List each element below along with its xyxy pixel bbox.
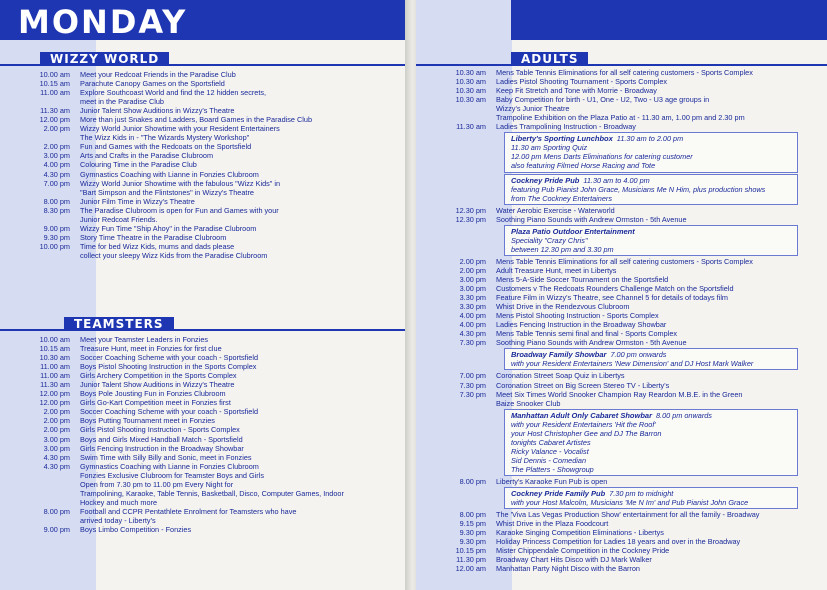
item-text: Boys Pole Jousting Fun in Fonzies Clubroom (80, 389, 226, 399)
item-text: Customers v The Redcoats Rounders Challenge Match on the Sportsfield (496, 284, 734, 294)
item-text: Junior Film Time in Wizzy's Theatre (80, 196, 195, 206)
item-time: 12.00 am (455, 564, 486, 574)
list-item (0, 480, 410, 489)
list-item (0, 242, 410, 251)
item-text: meet in the Paradise Club (80, 97, 164, 107)
list-item (0, 380, 410, 389)
item-time: 8.00 pm (459, 510, 486, 520)
item-time: 3.00 pm (43, 443, 70, 453)
item-text: Meet your Redcoat Friends in the Paradise Club (80, 70, 236, 79)
item-text: The 'Viva Las Vegas Production Show' entertainment for all the family - Broadway (496, 510, 760, 520)
item-time (416, 113, 486, 122)
box-line: 12.00 pm Mens Darts Eliminations for catering customer (511, 152, 693, 162)
item-text: Parachute Canopy Games on the Sportsfield (80, 79, 225, 89)
item-time: 2.00 pm (459, 256, 486, 266)
list-item (416, 519, 827, 528)
list-item (0, 489, 410, 498)
item-time: 2.00 pm (43, 124, 70, 134)
item-text: Mens 5-A-Side Soccer Tournament on the Sportsfield (496, 274, 669, 284)
box-title: Manhattan Adult Only Cabaret Showbar (511, 410, 652, 420)
box-title: Liberty's Sporting Lunchbox (511, 134, 613, 144)
box-time: 8.00 pm onwards (655, 410, 712, 420)
item-text: Boys Putting Tournament meet in Fonzies (80, 416, 215, 426)
item-time: 8.00 pm (43, 196, 70, 206)
box-line: Sid Dennis - Comedian (511, 455, 587, 465)
item-text: Treasure Hunt, meet in Fonzies for first clue (80, 344, 222, 354)
item-text: Coronation Street on Big Screen Stereo TV - Liberty's (496, 380, 670, 390)
item-text: Holiday Princess Competition for Ladies 18 years and over in the Broadway (496, 537, 741, 547)
item-time: 8.00 pm (459, 476, 486, 486)
item-time: 12.00 pm (39, 115, 70, 125)
item-time (416, 399, 486, 408)
item-time (416, 104, 486, 113)
item-text: Wizzy's Junior Theatre (496, 104, 570, 114)
item-text: Girls Fencing Instruction in the Broadway Showbar (80, 443, 244, 453)
list-item (0, 224, 410, 233)
item-text: Trampoline Exhibition on the Plaza Patio at - 11.30 am, 1.00 pm and 2.30 pm (496, 113, 745, 123)
item-text: Manhattan Party Night Disco with the Barron (496, 564, 640, 574)
box-line: with your Resident Entertainers 'New Dimension' and DJ Host Mark Walker (511, 359, 754, 369)
section-title: TEAMSTERS (64, 317, 174, 331)
item-text: Water Aerobic Exercise - Waterworld (496, 205, 615, 215)
item-text: Whist Drive in the Rendezvous Clubroom (496, 302, 630, 312)
list-item (416, 338, 827, 347)
item-time: 7.30 pm (459, 380, 486, 390)
list-item (416, 546, 827, 555)
list-item (416, 555, 827, 564)
list-item (0, 344, 410, 353)
section-rule (0, 329, 410, 331)
item-time: 7.00 pm (459, 371, 486, 381)
item-text: Baby Competition for birth - U1, One - U2, Two - U3 age groups in (496, 95, 710, 105)
item-time: 4.30 pm (43, 452, 70, 462)
item-text: Trampolining, Karaoke, Table Tennis, Basketball, Disco, Computer Games, Indoor (80, 488, 344, 498)
item-time: 7.30 pm (459, 338, 486, 348)
list-item (0, 79, 410, 88)
item-time: 4.30 pm (43, 461, 70, 471)
list-item (0, 507, 410, 516)
item-time: 8.30 pm (43, 205, 70, 215)
item-time (0, 97, 70, 106)
left-page (0, 0, 410, 590)
item-text: Gymnastics Coaching with Lianne in Fonzies Clubroom (80, 169, 259, 179)
item-time (0, 215, 70, 224)
item-text: Colouring Time in the Paradise Club (80, 160, 197, 170)
box-line: 11.30 am Sporting Quiz (511, 143, 588, 153)
item-time: 11.00 am (40, 371, 70, 381)
item-time: 11.30 am (456, 122, 486, 132)
list-item (0, 124, 410, 133)
item-time: 12.00 pm (39, 398, 70, 408)
box-time: 11.30 am to 4.00 pm (583, 175, 650, 185)
item-time: 10.15 am (39, 344, 70, 354)
item-time: 8.00 pm (43, 506, 70, 516)
item-text: Mister Chippendale Competition in the Cockney Pride (496, 546, 670, 556)
item-text: Soccer Coaching Scheme with your coach - Sportsfield (80, 407, 259, 417)
list-item (0, 462, 410, 471)
item-time (0, 489, 70, 498)
list-item (0, 70, 410, 79)
list-item (416, 77, 827, 86)
item-time: 10.00 pm (39, 241, 70, 251)
list-item (0, 525, 410, 534)
list-item (0, 407, 410, 416)
box-line: with your Resident Entertainers 'Hit the Roof' (511, 419, 656, 429)
list-item (0, 251, 410, 260)
box-line: Ricky Valance - Vocalist (511, 446, 589, 456)
list-item (0, 362, 410, 371)
item-time: 10.30 am (455, 95, 486, 105)
item-text: Mens Table Tennis semi final and final - Sports Complex (496, 329, 678, 339)
list-item (416, 399, 827, 408)
item-text: Broadway Chart Hits Disco with DJ Mark Walker (496, 555, 652, 565)
item-text: Keep Fit Stretch and Tone with Morrie - Broadway (496, 86, 657, 96)
box-title: Cockney Pride Family Pub (511, 489, 606, 499)
item-time: 7.00 pm (43, 178, 70, 188)
box-heading (511, 350, 791, 359)
item-time: 10.15 am (39, 79, 70, 89)
item-text: Arts and Crafts in the Paradise Clubroom (80, 151, 214, 161)
item-text: Meet Six Times World Snooker Champion Ray Reardon M.B.E. in the Green (496, 389, 743, 399)
item-text: Wizzy World Junior Showtime with the fabulous "Wizz Kids" in (80, 178, 281, 188)
item-time: 4.00 pm (459, 320, 486, 330)
box-line: featuring Pub Pianist John Grace, Musicians Me N Him, plus production shows (511, 184, 766, 194)
item-text: Junior Redcoat Friends. (80, 214, 158, 224)
item-time: 3.30 pm (459, 293, 486, 303)
box-title: Broadway Family Showbar (511, 350, 607, 360)
list-item (0, 88, 410, 97)
box-line: Speciality "Crazy Chris" (511, 235, 588, 245)
item-time: 2.00 pm (43, 425, 70, 435)
item-time: 2.00 pm (43, 416, 70, 426)
list-item (416, 564, 827, 573)
item-time: 12.30 pm (455, 214, 486, 224)
event-box (504, 409, 798, 476)
item-text: Ladies Fencing Instruction in the Broadway Showbar (496, 320, 667, 330)
item-text: Boys Pistol Shooting Instruction in the Sports Complex (80, 362, 257, 372)
item-text: Football and CCPR Pentathlete Enrolment for Teamsters who have (80, 506, 297, 516)
box-line: between 12.30 pm and 3.30 pm (511, 244, 614, 254)
item-text: Whist Drive in the Plaza Foodcourt (496, 519, 609, 529)
list-item (416, 390, 827, 399)
list-item (416, 113, 827, 122)
list-item (0, 516, 410, 525)
list-item (0, 233, 410, 242)
list-item (416, 381, 827, 390)
list-item (0, 106, 410, 115)
list-item (0, 353, 410, 362)
box-line: also featuring Filmed Horse Racing and Tote (511, 161, 656, 171)
item-text: Wizzy Fun Time "Ship Ahoy" in the Paradise Clubroom (80, 223, 257, 233)
item-text: Girls Archery Competition in the Sports Complex (80, 371, 237, 381)
item-time: 2.00 pm (459, 265, 486, 275)
item-time: 3.00 pm (459, 284, 486, 294)
section-title: WIZZY WORLD (40, 52, 169, 66)
event-box (504, 225, 798, 256)
list-item (416, 86, 827, 95)
item-text: Liberty's Karaoke Fun Pub is open (496, 476, 608, 486)
list-item (416, 122, 827, 131)
box-line: from The Cockney Entertainers (511, 193, 612, 203)
item-time: 11.00 am (40, 88, 70, 98)
item-text: Time for bed Wizz Kids, mums and dads please (80, 241, 235, 251)
item-time: 4.30 pm (43, 169, 70, 179)
item-text: Mens Pistol Shooting Instruction - Sports Complex (496, 311, 659, 321)
list-item (0, 115, 410, 124)
item-time: 12.00 pm (39, 389, 70, 399)
item-text: Junior Talent Show Auditions in Wizzy's Theatre (80, 106, 235, 116)
item-text: Soccer Coaching Scheme with your coach - Sportsfield (80, 353, 259, 363)
list-item (416, 477, 827, 486)
list-item (0, 416, 410, 425)
item-text: Gymnastics Coaching with Lianne in Fonzies Clubroom (80, 461, 259, 471)
list-item (0, 160, 410, 169)
item-text: Coronation Street Soap Quiz in Libertys (496, 371, 625, 381)
item-text: Mens Table Tennis Eliminations for all self catering customers - Sports Complex (496, 68, 753, 77)
item-time: 11.30 am (40, 106, 70, 116)
box-line: tonights Cabaret Artistes (511, 437, 591, 447)
item-time: 9.15 pm (459, 519, 486, 529)
list-item (0, 151, 410, 160)
item-time (0, 133, 70, 142)
box-line: The Platters - Showgroup (511, 464, 594, 474)
item-time: 11.30 pm (456, 555, 486, 565)
box-title: Plaza Patio Outdoor Entertainment (511, 226, 635, 236)
item-time: 9.00 pm (43, 223, 70, 233)
item-text: Open from 7.30 pm to 11.00 pm Every Night for (80, 479, 234, 489)
item-text: Girls Pistol Shooting Instruction - Sports Complex (80, 425, 240, 435)
list-item (0, 179, 410, 188)
event-box (504, 174, 798, 205)
list-item (0, 444, 410, 453)
item-time: 9.30 pm (459, 528, 486, 538)
item-text: Ladies Pistol Shooting Tournament - Sports Complex (496, 77, 668, 87)
item-time: 7.30 pm (459, 389, 486, 399)
box-title: Cockney Pride Pub (511, 175, 580, 185)
item-text: Meet your Teamster Leaders in Fonzies (80, 335, 209, 344)
list-item (0, 435, 410, 444)
list-item (416, 257, 827, 266)
item-time: 3.30 pm (459, 302, 486, 312)
item-time: 4.00 pm (459, 311, 486, 321)
box-heading (511, 176, 791, 185)
item-time (0, 188, 70, 197)
item-time: 10.15 pm (455, 546, 486, 556)
box-heading (511, 134, 791, 143)
item-text: "Bart Simpson and the Flintstones" in Wizzy's Theatre (80, 187, 254, 197)
item-text: Boys Limbo Competition - Fonzies (80, 524, 192, 534)
item-text: Adult Treasure Hunt, meet in Libertys (496, 265, 617, 275)
event-box (504, 348, 798, 370)
item-text: Explore Southcoast World and find the 12 hidden secrets, (80, 88, 267, 98)
list-item (416, 104, 827, 113)
item-time (0, 516, 70, 525)
list-item (0, 471, 410, 480)
item-text: Hockey and much more (80, 497, 158, 507)
box-time: 7.30 pm to midnight (609, 489, 674, 499)
wizzy-world-list (0, 70, 410, 260)
box-time: 11.30 am to 2.00 pm (616, 134, 684, 144)
list-item (0, 133, 410, 142)
top-bar (511, 0, 827, 40)
item-text: arrived today - Liberty's (80, 515, 156, 525)
item-time: 10.00 am (39, 335, 70, 344)
item-text: Ladies Trampolining Instruction - Broadway (496, 122, 636, 132)
section-header-adults (416, 52, 827, 66)
list-item (0, 498, 410, 507)
item-text: The Wizz Kids in - "The Wizards Mystery Workshop" (80, 133, 250, 143)
list-item (416, 320, 827, 329)
item-time: 9.30 pm (43, 232, 70, 242)
item-text: Wizzy World Junior Showtime with your Resident Entertainers (80, 124, 280, 134)
item-time (0, 471, 70, 480)
list-item (416, 510, 827, 519)
item-text: Swim Time with Silly Billy and Sonic, meet in Fonzies (80, 452, 252, 462)
item-text: Karaoke Singing Competition Eliminations - Libertys (496, 528, 664, 538)
box-heading (511, 227, 791, 236)
item-time: 10.30 am (455, 77, 486, 87)
item-text: Soothing Piano Sounds with Andrew Ormston - 5th Avenue (496, 214, 687, 224)
list-item (0, 97, 410, 106)
item-time: 2.00 pm (43, 407, 70, 417)
list-item (0, 398, 410, 407)
list-item (0, 188, 410, 197)
list-item (416, 311, 827, 320)
item-time: 12.30 pm (455, 205, 486, 215)
section-header-wizzy-world (0, 52, 410, 66)
item-text: Junior Talent Show Auditions in Wizzy's Theatre (80, 380, 235, 390)
event-box (504, 132, 798, 172)
adults-list (416, 68, 827, 573)
item-time: 11.00 am (40, 362, 70, 372)
list-item (416, 275, 827, 284)
item-text: More than just Snakes and Ladders, Board Games in the Paradise Club (80, 115, 313, 125)
item-time: 4.00 pm (43, 160, 70, 170)
item-text: collect your sleepy Wizz Kids from the Paradise Clubroom (80, 250, 268, 260)
list-item (416, 266, 827, 275)
item-time: 11.30 am (40, 380, 70, 390)
item-time: 2.00 pm (43, 142, 70, 152)
item-time: 3.00 pm (43, 434, 70, 444)
item-time: 9.00 pm (43, 524, 70, 534)
item-time: 9.30 pm (459, 537, 486, 547)
list-item (0, 335, 410, 344)
list-item (0, 206, 410, 215)
list-item (416, 95, 827, 104)
item-time: 10.30 am (39, 353, 70, 363)
list-item (416, 293, 827, 302)
item-text: Soothing Piano Sounds with Andrew Ormston - 5th Avenue (496, 338, 687, 348)
section-title: ADULTS (511, 52, 588, 66)
list-item (416, 302, 827, 311)
section-header-teamsters (0, 317, 410, 331)
item-time (0, 251, 70, 260)
list-item (416, 215, 827, 224)
box-time: 7.00 pm onwards (610, 350, 667, 360)
event-box (504, 487, 798, 509)
list-item (416, 206, 827, 215)
item-text: Fun and Games with the Redcoats on the Sportsfield (80, 142, 252, 152)
list-item (0, 170, 410, 179)
item-text: Mens Table Tennis Eliminations for all self catering customers - Sports Complex (496, 256, 753, 266)
item-text: Baize Snooker Club (496, 398, 561, 408)
item-time: 10.00 am (39, 70, 70, 79)
list-item (416, 68, 827, 77)
item-time (0, 498, 70, 507)
list-item (0, 425, 410, 434)
day-banner (0, 0, 410, 40)
item-time: 10.30 am (455, 86, 486, 96)
item-time: 4.30 pm (459, 329, 486, 339)
item-time: 10.30 am (455, 68, 486, 77)
list-item (0, 371, 410, 380)
item-text: Feature Film in Wizzy's Theatre, see Channel 5 for details of todays film (496, 293, 729, 303)
list-item (416, 371, 827, 380)
list-item (416, 528, 827, 537)
list-item (416, 284, 827, 293)
section-rule (416, 64, 827, 66)
item-text: Story Time Theatre in the Paradise Clubroom (80, 232, 227, 242)
list-item (0, 142, 410, 151)
item-text: The Paradise Clubroom is open for Fun and Games with your (80, 205, 279, 215)
day-title: MONDAY (18, 3, 188, 41)
list-item (0, 197, 410, 206)
right-page (416, 0, 827, 590)
list-item (0, 453, 410, 462)
item-text: Girls Go-Kart Competition meet in Fonzies first (80, 398, 231, 408)
item-time (0, 480, 70, 489)
item-text: Boys and Girls Mixed Handball Match - Sportsfield (80, 434, 243, 444)
box-line: with your Host Malcolm, Musicians 'Me N Im' and Pub Pianist John Grace (511, 498, 749, 508)
item-time: 3.00 pm (459, 274, 486, 284)
teamsters-list (0, 335, 410, 534)
list-item (0, 389, 410, 398)
item-text: Fonzies Exclusive Clubroom for Teamster Boys and Girls (80, 470, 264, 480)
list-item (0, 215, 410, 224)
box-line: your Host Christopher Gee and DJ The Barron (511, 428, 662, 438)
box-heading (511, 489, 791, 498)
list-item (416, 537, 827, 546)
list-item (416, 329, 827, 338)
item-time: 3.00 pm (43, 151, 70, 161)
box-heading (511, 411, 791, 420)
